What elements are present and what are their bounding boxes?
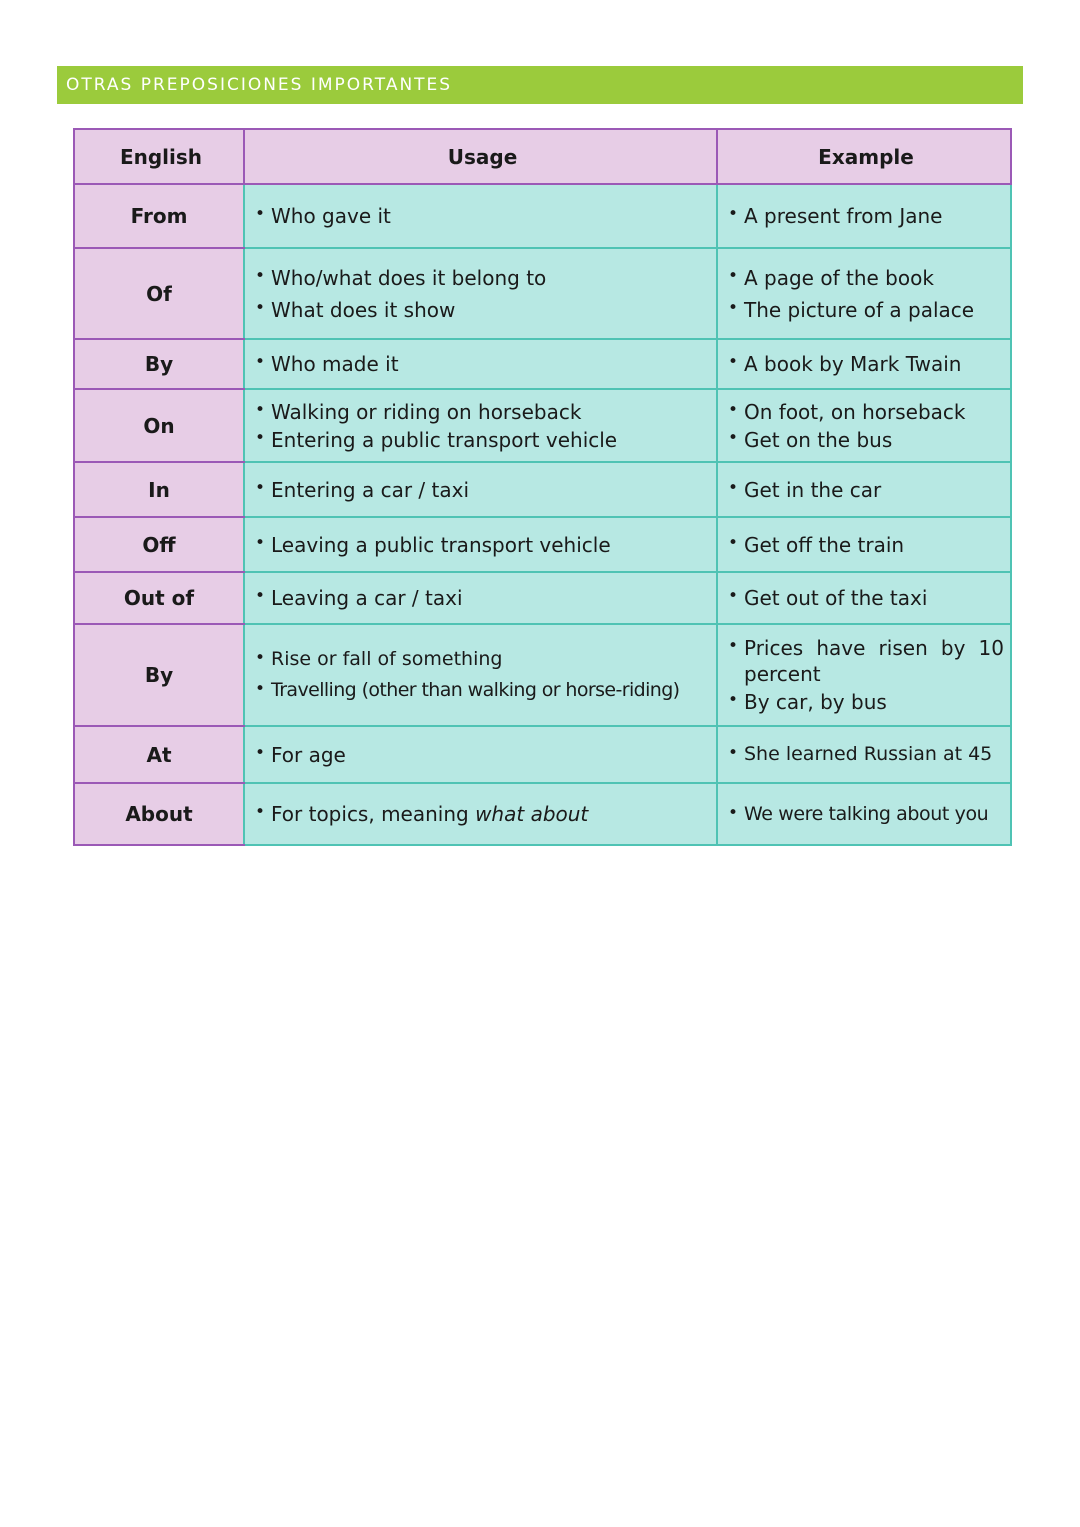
row-word: About xyxy=(74,783,244,845)
example-item: • The picture of a palace xyxy=(728,297,1004,323)
header-english: English xyxy=(74,129,244,184)
example-item: • A present from Jane xyxy=(728,203,1004,229)
usage-emphasis: what about xyxy=(475,802,589,826)
usage-item: • Rise or fall of something xyxy=(255,647,710,672)
row-usage xyxy=(244,248,717,339)
row-example xyxy=(717,517,1011,572)
row-example xyxy=(717,184,1011,248)
usage-item: • Who made it xyxy=(255,351,710,377)
table-row xyxy=(74,184,1011,248)
usage-item: • Entering a car / taxi xyxy=(255,477,710,503)
example-item: • By car, by bus xyxy=(728,689,1004,715)
usage-item: • Walking or riding on horseback xyxy=(255,399,710,425)
row-word: Out of xyxy=(74,572,244,624)
row-word: At xyxy=(74,726,244,783)
row-usage xyxy=(244,462,717,517)
example-item: • A page of the book xyxy=(728,265,1004,291)
section-title: OTRAS PREPOSICIONES IMPORTANTES xyxy=(66,75,453,95)
row-word: Of xyxy=(74,248,244,339)
row-word: From xyxy=(74,184,244,248)
row-word: By xyxy=(74,624,244,726)
example-item: • Get off the train xyxy=(728,532,1004,558)
usage-item: • Who/what does it belong to xyxy=(255,265,710,291)
row-word: Off xyxy=(74,517,244,572)
example-item: • A book by Mark Twain xyxy=(728,351,1004,377)
usage-item: • For age xyxy=(255,742,710,768)
usage-item: • Who gave it xyxy=(255,203,710,229)
header-usage: Usage xyxy=(244,129,717,184)
table-row xyxy=(74,248,1011,339)
row-example xyxy=(717,462,1011,517)
row-example xyxy=(717,572,1011,624)
usage-item xyxy=(255,801,710,827)
row-example xyxy=(717,389,1011,462)
example-item: • On foot, on horseback xyxy=(728,399,1004,425)
table-row xyxy=(74,339,1011,389)
prepositions-table xyxy=(73,128,1012,846)
row-word: By xyxy=(74,339,244,389)
table-row xyxy=(74,726,1011,783)
usage-item: • What does it show xyxy=(255,297,710,323)
table-header-row xyxy=(74,129,1011,184)
row-example xyxy=(717,624,1011,726)
row-word: In xyxy=(74,462,244,517)
row-example xyxy=(717,783,1011,845)
row-usage xyxy=(244,726,717,783)
usage-item: • Leaving a car / taxi xyxy=(255,585,710,611)
usage-item: • Travelling (other than walking or horse-riding) xyxy=(255,678,710,703)
table-row xyxy=(74,572,1011,624)
example-item: • Get on the bus xyxy=(728,427,1004,453)
example-item: • Get in the car xyxy=(728,477,1004,503)
table-row xyxy=(74,624,1011,726)
row-usage xyxy=(244,389,717,462)
row-usage xyxy=(244,517,717,572)
header-example: Example xyxy=(717,129,1011,184)
row-example xyxy=(717,339,1011,389)
example-item: • Prices have risen by 10 percent xyxy=(728,635,1004,687)
row-example xyxy=(717,726,1011,783)
table-row xyxy=(74,389,1011,462)
example-item: • We were talking about you xyxy=(728,802,1004,827)
table-row xyxy=(74,783,1011,845)
section-banner xyxy=(57,66,1023,104)
table-row xyxy=(74,462,1011,517)
table-row xyxy=(74,517,1011,572)
example-item: • Get out of the taxi xyxy=(728,585,1004,611)
row-word: On xyxy=(74,389,244,462)
example-item: • She learned Russian at 45 xyxy=(728,742,1004,767)
usage-item: • Entering a public transport vehicle xyxy=(255,427,710,453)
row-usage xyxy=(244,184,717,248)
row-usage xyxy=(244,783,717,845)
row-example xyxy=(717,248,1011,339)
usage-item: • Leaving a public transport vehicle xyxy=(255,532,710,558)
usage-text: For topics, meaning xyxy=(271,802,476,826)
row-usage xyxy=(244,572,717,624)
row-usage xyxy=(244,624,717,726)
row-usage xyxy=(244,339,717,389)
